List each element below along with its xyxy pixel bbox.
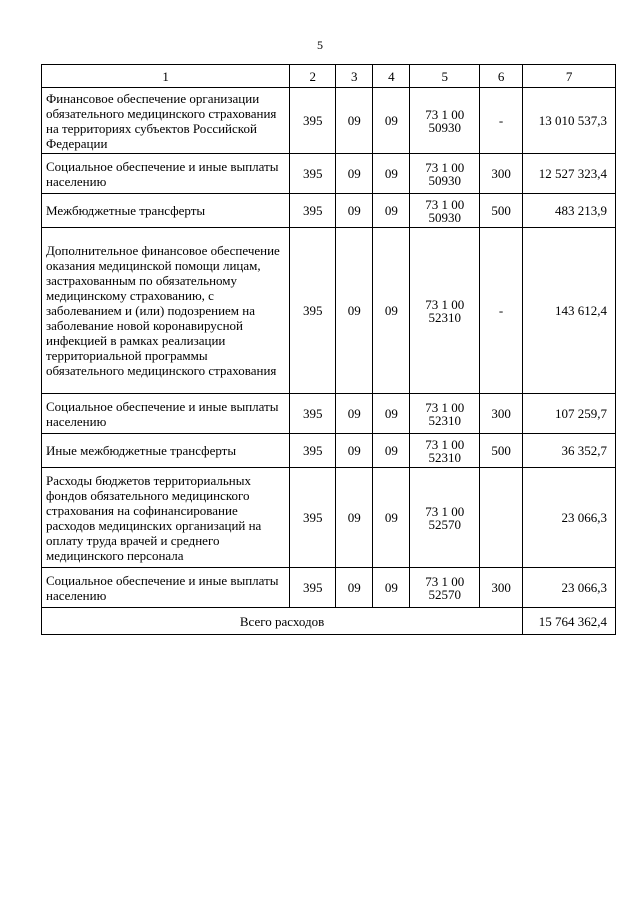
row-name-cell: Социальное обеспечение и иные выплаты населению [42,154,290,194]
total-label: Всего расходов [42,608,523,635]
target-article-part2: 50930 [428,119,461,135]
row-amount-cell: 13 010 537,3 [523,88,616,154]
page-number: 5 [317,38,323,52]
row-target-cell [410,228,480,394]
row-expense-type-cell: 500 [480,194,523,228]
target-article-part2: 50930 [428,209,461,225]
row-section-cell: 09 [336,194,373,228]
row-subsection-cell: 09 [373,194,410,228]
table-row [42,194,616,228]
target-article-part2: 52570 [428,516,461,532]
table-row [42,394,616,434]
target-article-part1: 73 1 00 [425,503,465,519]
row-code-cell: 395 [290,88,336,154]
target-article-part1: 73 1 00 [425,573,465,589]
row-amount-cell: 36 352,7 [523,434,616,468]
row-amount-cell: 483 213,9 [523,194,616,228]
target-article-part2: 52310 [428,449,461,465]
table-row [42,434,616,468]
row-expense-type-cell: - [480,88,523,154]
target-article-part1: 73 1 00 [425,296,465,312]
header-cell: 3 [336,65,373,88]
target-article-part2: 50930 [428,172,461,188]
row-subsection-cell: 09 [373,228,410,394]
target-article-part2: 52310 [428,412,461,428]
budget-table [41,64,616,635]
row-section-cell: 09 [336,394,373,434]
row-subsection-cell: 09 [373,568,410,608]
row-target-cell [410,434,480,468]
table-row [42,228,616,394]
row-target-cell [410,88,480,154]
total-amount: 15 764 362,4 [523,608,616,635]
row-code-cell: 395 [290,434,336,468]
row-section-cell: 09 [336,228,373,394]
row-amount-cell: 143 612,4 [523,228,616,394]
row-subsection-cell: 09 [373,394,410,434]
row-section-cell: 09 [336,154,373,194]
table-row [42,154,616,194]
target-article-part1: 73 1 00 [425,159,465,175]
row-amount-cell: 12 527 323,4 [523,154,616,194]
row-target-cell [410,468,480,568]
header-cell: 1 [42,65,290,88]
row-code-cell: 395 [290,194,336,228]
row-target-cell [410,154,480,194]
target-article-part1: 73 1 00 [425,196,465,212]
table-row [42,568,616,608]
row-name-cell: Социальное обеспечение и иные выплаты населению [42,394,290,434]
row-section-cell: 09 [336,88,373,154]
row-expense-type-cell: 300 [480,394,523,434]
target-article-part2: 52570 [428,586,461,602]
target-article-part1: 73 1 00 [425,399,465,415]
target-article-part2: 52310 [428,309,461,325]
row-target-cell [410,194,480,228]
header-cell: 2 [290,65,336,88]
row-subsection-cell: 09 [373,468,410,568]
row-code-cell: 395 [290,568,336,608]
row-name-cell: Расходы бюджетов территориальных фондов обязательного медицинского страхования на софинансирование расходов медицинских организаций на оплату труда врачей и среднего медицинского персонала [42,468,290,568]
row-subsection-cell: 09 [373,434,410,468]
header-cell: 5 [410,65,480,88]
row-target-cell [410,568,480,608]
row-section-cell: 09 [336,568,373,608]
header-cell: 7 [523,65,616,88]
row-code-cell: 395 [290,228,336,394]
row-section-cell: 09 [336,468,373,568]
row-expense-type-cell: 500 [480,434,523,468]
row-code-cell: 395 [290,394,336,434]
table-header-row [42,65,616,88]
row-amount-cell: 23 066,3 [523,568,616,608]
row-code-cell: 395 [290,468,336,568]
row-name-cell: Социальное обеспечение и иные выплаты населению [42,568,290,608]
row-code-cell: 395 [290,154,336,194]
table-row [42,88,616,154]
row-name-cell: Финансовое обеспечение организации обязательного медицинского страхования на территориях субъектов Российской Федерации [42,88,290,154]
row-name-cell: Иные межбюджетные трансферты [42,434,290,468]
row-name-cell: Дополнительное финансовое обеспечение оказания медицинской помощи лицам, застрахованным по обязательному медицинскому страхованию, с заболеванием и (или) подозрением на заболевание новой коронавирусной инфекцией в рамках реализации территориальной программы обязательного медицинского страхования [42,228,290,394]
row-subsection-cell: 09 [373,154,410,194]
target-article-part1: 73 1 00 [425,436,465,452]
row-expense-type-cell: 300 [480,154,523,194]
row-section-cell: 09 [336,434,373,468]
table-row [42,468,616,568]
row-expense-type-cell: 300 [480,568,523,608]
row-expense-type-cell: - [480,228,523,394]
header-cell: 4 [373,65,410,88]
row-expense-type-cell [480,468,523,568]
row-target-cell [410,394,480,434]
row-subsection-cell: 09 [373,88,410,154]
target-article-part1: 73 1 00 [425,106,465,122]
row-amount-cell: 107 259,7 [523,394,616,434]
row-amount-cell: 23 066,3 [523,468,616,568]
total-row [42,608,616,635]
row-name-cell: Межбюджетные трансферты [42,194,290,228]
header-cell: 6 [480,65,523,88]
